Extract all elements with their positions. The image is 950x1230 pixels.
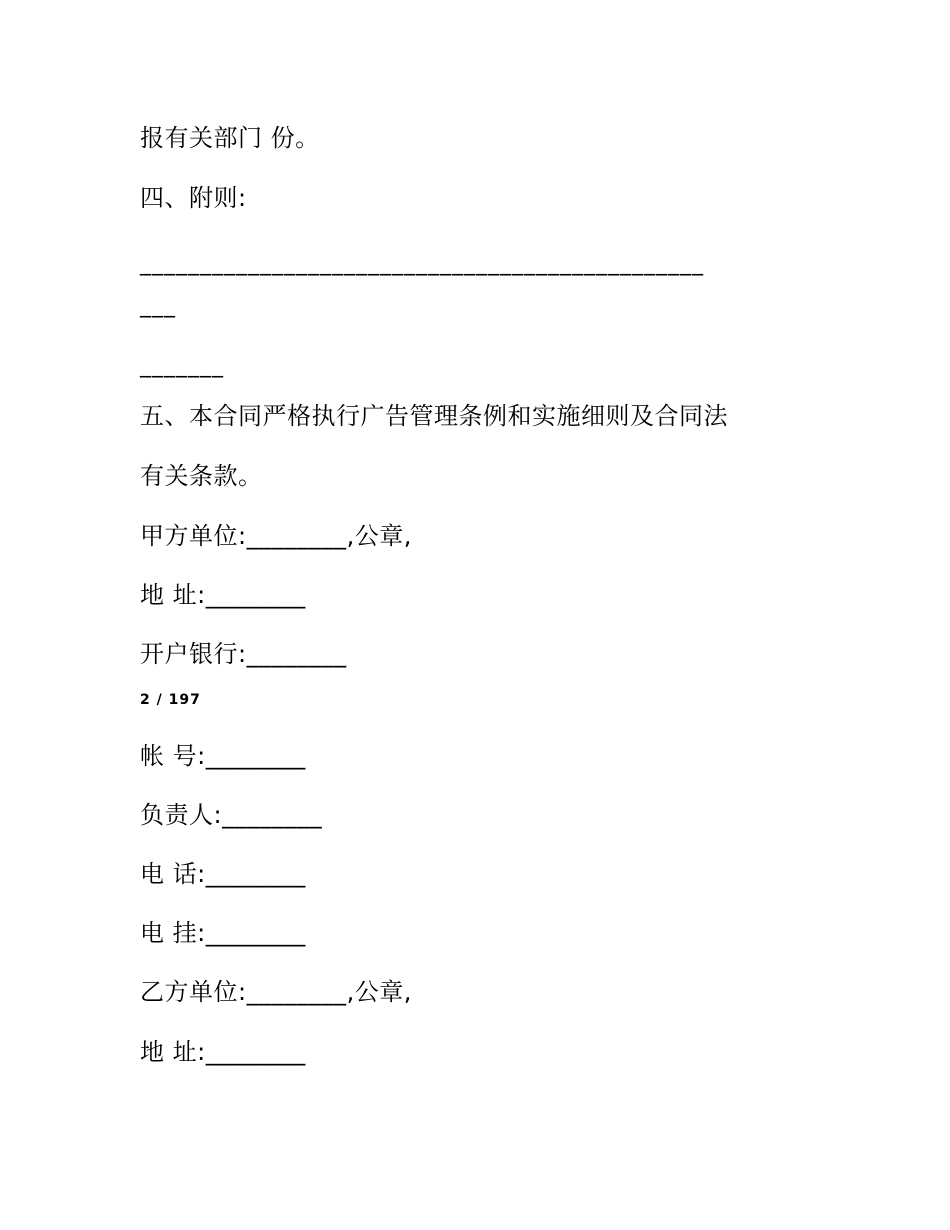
- text-line: 报有关部门 份。: [140, 124, 320, 152]
- party-a-phone-field: 电 话:________: [140, 860, 306, 888]
- party-a-bank-field: 开户银行:________: [140, 640, 347, 668]
- party-b-unit-field: 乙方单位:________,公章,: [140, 978, 412, 1006]
- blank-underline-line: ___: [140, 293, 176, 318]
- section-text-five-continuation: 有关条款。: [140, 462, 263, 490]
- party-a-address-field: 地 址:________: [140, 581, 306, 609]
- blank-underline-line: _______: [140, 353, 224, 378]
- page-number: 2 / 197: [140, 692, 201, 708]
- section-text-five: 五、本合同严格执行广告管理条例和实施细则及合同法: [140, 402, 728, 430]
- party-b-address-field: 地 址:________: [140, 1038, 306, 1066]
- party-a-account-field: 帐 号:________: [140, 742, 306, 770]
- blank-underline-line: _______________________________________________: [140, 251, 704, 276]
- party-a-telegraph-field: 电 挂:________: [140, 919, 306, 947]
- party-a-unit-field: 甲方单位:________,公章,: [140, 522, 412, 550]
- section-heading-appendix: 四、附则:: [140, 184, 247, 212]
- party-a-person-in-charge-field: 负责人:________: [140, 801, 323, 829]
